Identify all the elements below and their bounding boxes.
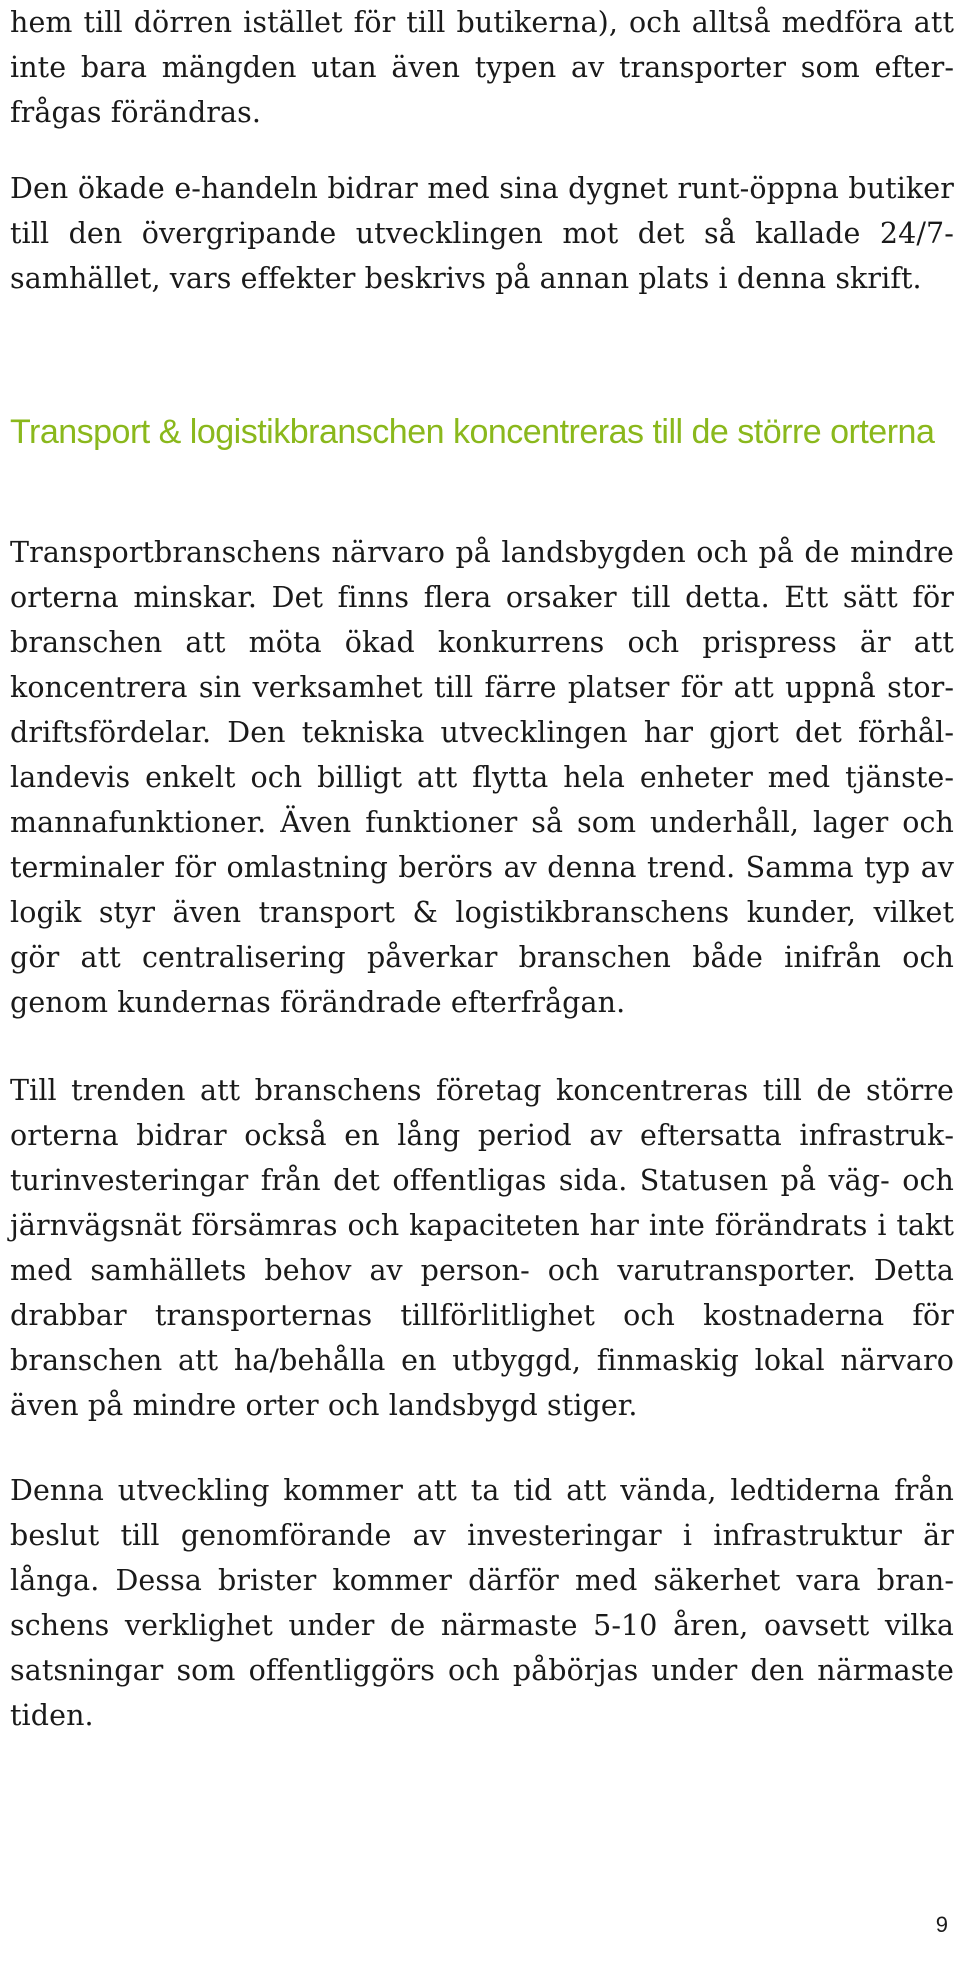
- paragraph-development: Denna utveckling kommer att ta tid att vända, ledtiderna från beslut till genomförande av investeringar i infrastruktur är långa. Dessa brister kommer därför med säkerhet vara branschens verklighet under de närmaste 5-10 åren, oavsett vilka satsningar som offentliggörs och påbörjas under den närmaste tiden.: [10, 1474, 954, 1732]
- page-number: 9: [935, 1912, 948, 1937]
- section-heading: Transport & logistikbranschen koncentreras till de större orterna: [10, 413, 935, 451]
- paragraph-infrastructure: Till trenden att branschens företag koncentreras till de större orterna bidrar också en lång period av eftersatta infrastrukturinvesteringar från det offentligas sida. Statusen på väg- och järnvägsnät försämras och kapaciteten har inte förändrats i takt med samhällets behov av person- och varutransporter. Detta drabbar transporternas tillförlitlighet och kostnaderna för branschen att ha/behålla en utbyggd, finmaskig lokal närvaro även på mindre orter och landsbygd stiger.: [10, 1074, 954, 1422]
- paragraph-transport-presence: Transportbranschens närvaro på landsbygden och på de mindre orterna minskar. Det finns flera orsaker till detta. Ett sätt för branschen att möta ökad konkurrens och prispress är att koncentrera sin verksamhet till färre platser för att uppnå stordriftsfördelar. Den tekniska utvecklingen har gjort det förhållandevis enkelt och billigt att flytta hela enheter med tjänstemannafunktioner. Även funktioner så som underhåll, lager och terminaler för omlastning berörs av denna trend. Samma typ av logik styr även transport & logistikbranschens kunder, vilket gör att centralisering påverkar branschen både inifrån och genom kundernas förändrade efterfrågan.: [10, 536, 954, 1019]
- paragraph-intro-continued: hem till dörren istället för till butikerna), och alltså medföra att inte bara mängden utan även typen av transporter som efterfrågas förändras.: [10, 6, 954, 129]
- paragraph-ehandel: Den ökade e-handeln bidrar med sina dygnet runt-öppna butiker till den övergripande utvecklingen mot det så kallade 24/7-samhället, vars effekter beskrivs på annan plats i denna skrift.: [10, 172, 954, 295]
